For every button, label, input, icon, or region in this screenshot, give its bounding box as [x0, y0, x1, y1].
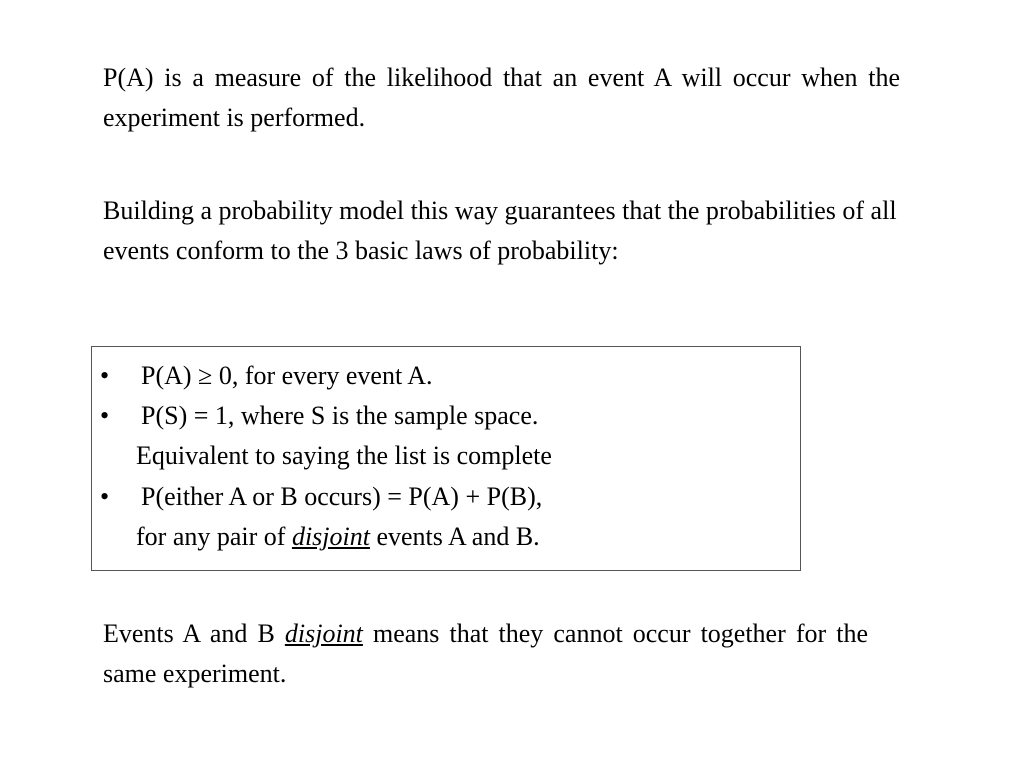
bullet-icon: •	[100, 482, 110, 511]
disjoint-definition-before: Events A and B	[103, 619, 285, 648]
law-nonnegativity-text: P(A) ≥ 0, for every event A.	[141, 361, 433, 390]
probability-model-paragraph: Building a probability model this way guarantees that the probabilities of all events conform to the 3 basic laws of probability:	[103, 196, 897, 265]
disjoint-definition-paragraph	[103, 614, 868, 694]
law-sample-space-text: P(S) = 1, where S is the sample space.	[141, 401, 539, 430]
law-addition-note-after: events A and B.	[369, 522, 540, 551]
probability-laws-box	[91, 346, 801, 571]
law-sample-space-note-text: Equivalent to saying the list is complete	[136, 441, 552, 470]
law-addition-note-before: for any pair of	[136, 522, 292, 551]
likelihood-paragraph: P(A) is a measure of the likelihood that an event A will occur when the experiment is performed.	[103, 63, 900, 132]
law-addition-note-text	[136, 517, 540, 557]
bullet-icon: •	[100, 401, 110, 430]
law-addition-text: P(either A or B occurs) = P(A) + P(B),	[141, 482, 543, 511]
disjoint-term: disjoint	[284, 619, 363, 648]
disjoint-definition-after: means that they cannot occur together for the same experiment.	[103, 619, 868, 688]
disjoint-term: disjoint	[291, 522, 370, 551]
bullet-icon: •	[100, 361, 110, 390]
